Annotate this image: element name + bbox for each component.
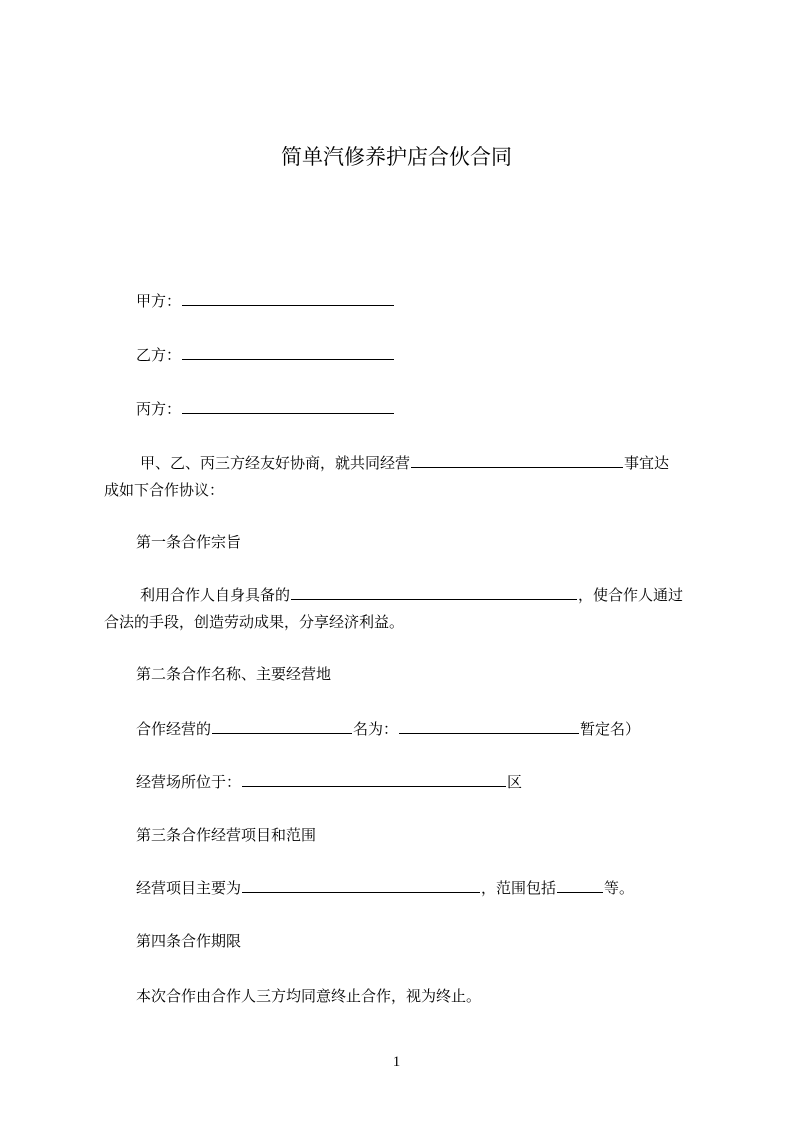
article-2-place-text-1: 经营场所位于： — [136, 773, 242, 791]
party-a-blank[interactable] — [182, 289, 394, 306]
business-place-blank[interactable] — [242, 770, 506, 787]
page-number: 1 — [392, 1054, 401, 1070]
article-2-name-text-3: 暂定名） — [580, 720, 641, 738]
article-3-line — [104, 875, 704, 901]
party-c-blank[interactable] — [182, 397, 394, 414]
article-1-heading: 第一条合作宗旨 — [136, 533, 242, 551]
article-2-place-line — [104, 769, 704, 795]
document-title: 简单汽修养护店合伙合同 — [281, 145, 512, 169]
article-1-text-2: ，使合作人通过 — [578, 586, 684, 604]
article-1-line-2: 合法的手段，创造劳动成果，分享经济利益。 — [104, 613, 405, 631]
article-3-text-3: 等。 — [604, 879, 635, 897]
article-1-line-1 — [104, 582, 704, 608]
scope-blank[interactable] — [557, 876, 603, 893]
article-2-place-text-2: 区 — [507, 773, 523, 791]
party-b-blank[interactable] — [182, 343, 394, 360]
article-1-text-1: 利用合作人自身具备的 — [140, 586, 291, 604]
article-3-text-1: 经营项目主要为 — [136, 879, 242, 897]
intro-line-1 — [104, 450, 704, 476]
article-3-text-2: ，范围包括 — [481, 879, 557, 897]
party-b-line — [104, 342, 704, 368]
party-c-line — [104, 396, 704, 422]
business-blank[interactable] — [411, 451, 623, 468]
article-2-heading: 第二条合作名称、主要经营地 — [136, 665, 332, 683]
article-4-text: 本次合作由合作人三方均同意终止合作，视为终止。 — [136, 987, 482, 1005]
party-c-label: 丙方： — [136, 400, 182, 418]
resources-blank[interactable] — [291, 583, 577, 600]
intro-line-2: 成如下合作协议： — [104, 481, 225, 499]
party-a-line — [104, 288, 704, 314]
project-blank[interactable] — [242, 876, 480, 893]
article-3-heading: 第三条合作经营项目和范围 — [136, 826, 317, 844]
intro-text-2: 事宜达 — [624, 454, 670, 472]
intro-text-1: 甲、乙、丙三方经友好协商，就共同经营 — [140, 454, 411, 472]
business-name-blank[interactable] — [399, 717, 579, 734]
article-4-heading: 第四条合作期限 — [136, 932, 242, 950]
article-2-name-text-1: 合作经营的 — [136, 720, 212, 738]
article-2-name-text-2: 名为： — [353, 720, 399, 738]
party-b-label: 乙方： — [136, 346, 182, 364]
business-type-blank[interactable] — [212, 717, 352, 734]
party-a-label: 甲方： — [136, 292, 182, 310]
article-2-name-line — [104, 716, 704, 742]
